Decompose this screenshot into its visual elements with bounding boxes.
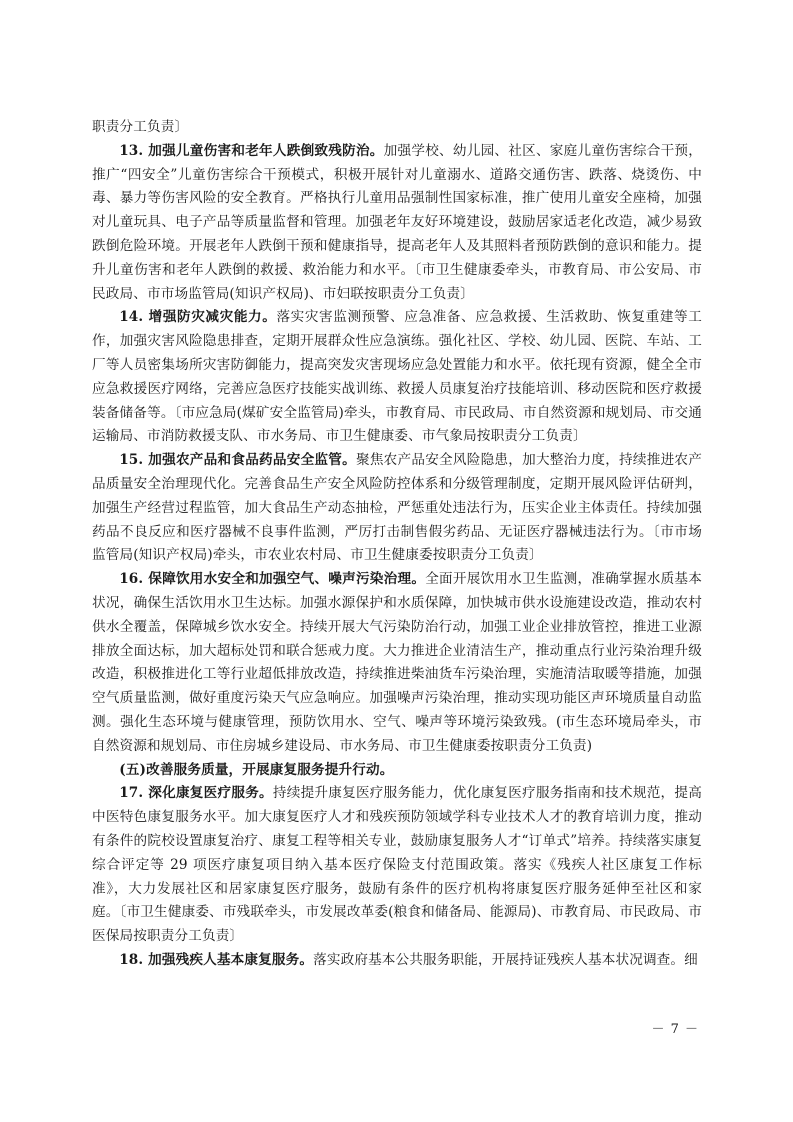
page-number: － 7 － bbox=[651, 1022, 699, 1037]
item-17-lead: 17. 深化康复医疗服务。 bbox=[119, 785, 273, 802]
item-14 bbox=[92, 306, 702, 449]
item-16-lead: 16. 保障饮用水安全和加强空气、噪声污染治理。 bbox=[119, 571, 426, 588]
body-text bbox=[92, 116, 702, 973]
item-15-text: 聚焦农产品安全风险隐患，加大整治力度，持续推进农产品质量安全治理现代化。完善食品生产安全风险防控体系和分级管理制度，定期开展风险评估研判，加强生产经营过程监管，加大食品生产动态抽检，严惩重处违法行为，压实企业主体责任。持续加强药品不良反应和医疗器械不良事件监测，严厉打击制售假劣药品、无证医疗器械违法行为。〔市市场监管局(知识产权局)牵头，市农业农村局、市卫生健康委按职责分工负责〕 bbox=[92, 452, 703, 564]
continuation-text: 职责分工负责〕 bbox=[92, 119, 189, 135]
item-14-text: 落实灾害监测预警、应急准备、应急救援、生活救助、恢复重建等工作，加强灾害风险隐患排查，定期开展群众性应急演练。强化社区、学校、幼儿园、医院、车站、工厂等人员密集场所灾害防御能力，提高突发灾害现场应急处置能力和水平。依托现有资源，健全全市应急救援医疗网络，完善应急医疗技能实战训练、救援人员康复治疗技能培训、移动医院和医疗救援装备储备等。〔市应急局(煤矿安全监管局)牵头，市教育局、市民政局、市自然资源和规划局、市交通运输局、市消防救援支队、市水务局、市卫生健康委、市气象局按职责分工负责〕 bbox=[92, 309, 702, 445]
item-13-text: 加强学校、幼儿园、社区、家庭儿童伤害综合干预，推广“四安全”儿童伤害综合干预模式，积极开展针对儿童溺水、道路交通伤害、跌落、烧烫伤、中毒、暴力等伤害风险的安全教育。严格执行儿童用品强制性国家标准，推广使用儿童安全座椅，加强对儿童玩具、电子产品等质量监督和管理。加强老年友好环境建设，鼓励居家适老化改造，减少易致跌倒危险环境。开展老年人跌倒干预和健康指导，提高老年人及其照料者预防跌倒的意识和能力。提升儿童伤害和老年人跌倒的救援、救治能力和水平。〔市卫生健康委牵头，市教育局、市公安局、市民政局、市市场监管局(知识产权局)、市妇联按职责分工负责〕 bbox=[92, 142, 703, 302]
item-18-lead: 18. 加强残疾人基本康复服务。 bbox=[119, 951, 314, 968]
item-18-text: 落实政府基本公共服务职能，开展持证残疾人基本状况调查。细 bbox=[313, 951, 698, 968]
item-14-lead: 14. 增强防灾减灾能力。 bbox=[119, 309, 277, 326]
item-16-text: 全面开展饮用水卫生监测，准确掌握水质基本状况，确保生活饮用水卫生达标。加强水源保护和水质保障，加快城市供水设施建设改造，推动农村供水全覆盖，保障城乡饮水安全。持续开展大气污染防治行动，加强工业企业排放管控，推进工业源排放全面达标，加大超标处罚和联合惩戒力度。大力推进企业清洁生产，推动重点行业污染治理升级改造，积极推进化工等行业超低排放改造，持续推进柴油货车污染治理，实施清洁取暖等措施，加强空气质量监测，做好重度污染天气应急响应。加强噪声污染治理，推动实现功能区声环境质量自动监测。强化生态环境与健康管理，预防饮用水、空气、噪声等环境污染致残。(市生态环境局牵头，市自然资源和规划局、市住房城乡建设局、市水务局、市卫生健康委按职责分工负责) bbox=[92, 571, 702, 754]
item-17-text: 持续提升康复医疗服务能力，优化康复医疗服务指南和技术规范，提高中医特色康复服务水平。加大康复医疗人才和残疾预防领域学科专业技术人才的教育培训力度，推动有条件的院校设置康复治疗、康复工程等相关专业，鼓励康复服务人才“订单式”培养。持续落实康复综合评定等 29 项医疗康复项目纳入基本医疗保险支付范围政策。落实《残疾人社区康复工作标准》，大力发展社区和居家康复医疗服务，鼓励有条件的医疗机构将康复医疗服务延伸至社区和家庭。〔市卫生健康委、市残联牵头，市发展改革委(粮食和储备局、能源局)、市教育局、市民政局、市医保局按职责分工负责〕 bbox=[92, 785, 702, 945]
item-13-lead: 13. 加强儿童伤害和老年人跌倒致残防治。 bbox=[119, 142, 384, 159]
item-18 bbox=[92, 949, 702, 973]
item-16 bbox=[92, 568, 702, 758]
item-15 bbox=[92, 449, 702, 568]
item-15-lead: 15. 加强农产品和食品药品安全监管。 bbox=[119, 452, 356, 469]
item-13 bbox=[92, 140, 702, 307]
section-heading: (五)改善服务质量，开展康复服务提升行动。 bbox=[119, 761, 394, 778]
item-17 bbox=[92, 782, 702, 949]
